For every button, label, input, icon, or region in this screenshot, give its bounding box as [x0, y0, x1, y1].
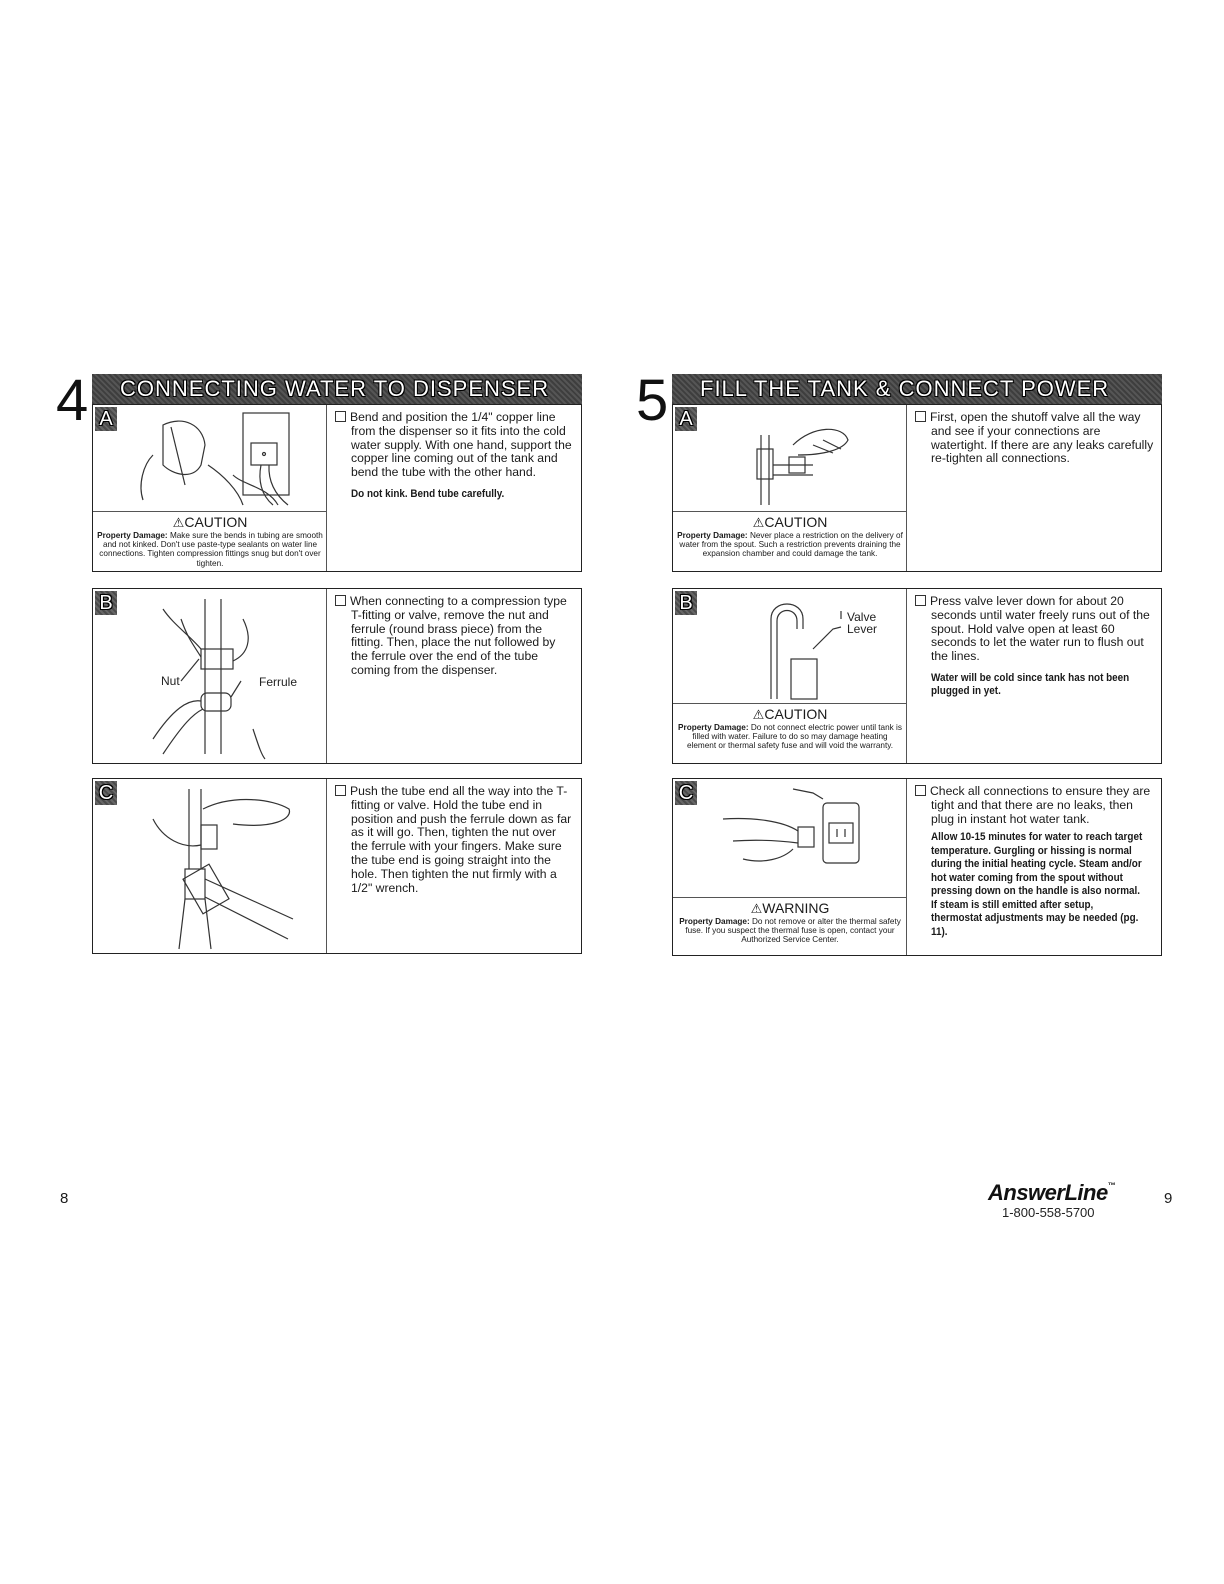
- warning-triangle-icon: ⚠: [172, 515, 185, 530]
- caution-heading: ⚠CAUTION: [752, 706, 828, 722]
- bend-tube-illustration: [93, 405, 327, 571]
- bend-tube-drawing: [93, 405, 327, 511]
- shutoff-valve-illustration: [673, 405, 907, 571]
- ferrule-label: Ferrule: [259, 675, 298, 689]
- step-5c-text: Check all connections to ensure they are tight and that there are no leaks, then plug in instant hot water tank. Allow 10-15 minutes for water to reach target temperature. Gurgling or hissing is normal during the initial heating cycle. Steam and/or hot water coming from the spout without pressing down on the handle is also normal. If steam is still emitted after setup, thermostat adjustments may be needed (pg. 11).: [915, 785, 1155, 939]
- left-page-number: 8: [60, 1190, 69, 1207]
- right-page-number: 9: [1164, 1190, 1173, 1207]
- step-letter: A: [675, 407, 697, 431]
- caution-text: Property Damage: Never place a restriction on the delivery of water from the spout. Such a restriction prevents draining the expansion chamber and could damage the tank.: [677, 531, 903, 559]
- shutoff-valve-drawing: [673, 405, 907, 511]
- lever-label: Lever: [847, 622, 878, 636]
- plug-in-illustration: [673, 779, 907, 955]
- step-4b-panel: [92, 588, 582, 764]
- step-5a-text: First, open the shutoff valve all the way and see if your connections are watertight. If there are any leaks carefully re-tighten all connections.: [915, 411, 1155, 466]
- step-note: Allow 10-15 minutes for water to reach target temperature. Gurgling or hissing is normal during the initial heating cycle. Steam and/or hot water coming from the spout without pressing down on the handle is also normal. If steam is still emitted after setup, thermostat adjustments may be needed (pg. 11).: [931, 831, 1143, 938]
- valve-lever-illustration: [673, 589, 907, 763]
- step-5b-text: Press valve lever down for about 20 seconds until water freely runs out of the spout. Hold valve open at least 60 seconds to let the water run to flush out the lines. Water will be cold since tank has not been plugged in yet.: [915, 595, 1155, 699]
- warning-text: Property Damage: Do not remove or alter the thermal safety fuse. If you suspect the thermal fuse is open, contact your Authorized Service Center.: [679, 917, 901, 945]
- caution-box: [93, 511, 327, 571]
- caution-text: Property Damage: Do not connect electric power until tank is filled with water. Failure to do so may damage heating element or thermal safety fuse and will void the warranty.: [678, 723, 902, 751]
- nut-ferrule-drawing: [93, 589, 327, 763]
- warning-heading: ⚠WARNING: [750, 900, 830, 916]
- phone-number: 1-800-558-5700: [1002, 1205, 1095, 1220]
- caution-text: Property Damage: Make sure the bends in tubing are smooth and not kinked. Don't use paste-type sealants on water line connections. Tighten compression fittings snug but don't over tighten.: [97, 531, 323, 568]
- push-tube-drawing: [93, 779, 327, 953]
- step-5b-panel: [672, 588, 1162, 764]
- step-letter: A: [95, 407, 117, 431]
- warning-triangle-icon: ⚠: [752, 707, 765, 722]
- checkbox-icon: [335, 595, 346, 606]
- step-5c-panel: [672, 778, 1162, 956]
- answerline-logo: AnswerLine™: [988, 1180, 1116, 1205]
- step-4b-text: When connecting to a compression type T-fitting or valve, remove the nut and ferrule (round brass piece) from the fitting. Then, place the nut followed by the ferrule over the end of the tube coming from the dispenser.: [335, 595, 575, 678]
- checkbox-icon: [915, 595, 926, 606]
- section-number: 5: [636, 368, 669, 433]
- step-4c-panel: [92, 778, 582, 954]
- step-letter: C: [95, 781, 117, 805]
- step-note: Water will be cold since tank has not been plugged in yet.: [931, 671, 1130, 698]
- nut-label: Nut: [161, 674, 180, 688]
- plug-in-drawing: [673, 779, 907, 897]
- valve-lever-drawing: [673, 589, 907, 703]
- step-5a-panel: [672, 404, 1162, 572]
- nut-ferrule-illustration: [93, 589, 327, 763]
- checkbox-icon: [915, 785, 926, 796]
- section-title-banner: FILL THE TANK & CONNECT POWER: [672, 374, 1162, 404]
- push-tube-illustration: [93, 779, 327, 953]
- caution-box: [673, 703, 907, 763]
- step-4a-panel: [92, 404, 582, 572]
- step-letter: B: [675, 591, 697, 615]
- warning-triangle-icon: ⚠: [750, 901, 763, 916]
- section-number: 4: [56, 368, 89, 433]
- checkbox-icon: [335, 411, 346, 422]
- caution-heading: ⚠CAUTION: [172, 514, 248, 530]
- warning-box: [673, 897, 907, 955]
- step-letter: B: [95, 591, 117, 615]
- step-4a-text: Bend and position the 1/4" copper line from the dispenser so it fits into the cold water supply. With one hand, support the copper line coming out of the tank and bend the tube with the other hand. Do not kink. Bend tube carefully.: [335, 411, 575, 501]
- checkbox-icon: [335, 785, 346, 796]
- section-title-banner: CONNECTING WATER TO DISPENSER: [92, 374, 582, 404]
- checkbox-icon: [915, 411, 926, 422]
- step-note: Do not kink. Bend tube carefully.: [351, 487, 505, 500]
- warning-triangle-icon: ⚠: [752, 515, 765, 530]
- valve-label: Valve: [847, 610, 877, 624]
- caution-box: [673, 511, 907, 571]
- caution-heading: ⚠CAUTION: [752, 514, 828, 530]
- step-letter: C: [675, 781, 697, 805]
- step-4c-text: Push the tube end all the way into the T-fitting or valve. Hold the tube end in position and push the ferrule down as far as it will go. Then, tighten the nut over the ferrule with your fingers. Make sure the tube end is going straight into the hole. Then tighten the nut firmly with a 1/2" wrench.: [335, 785, 575, 895]
